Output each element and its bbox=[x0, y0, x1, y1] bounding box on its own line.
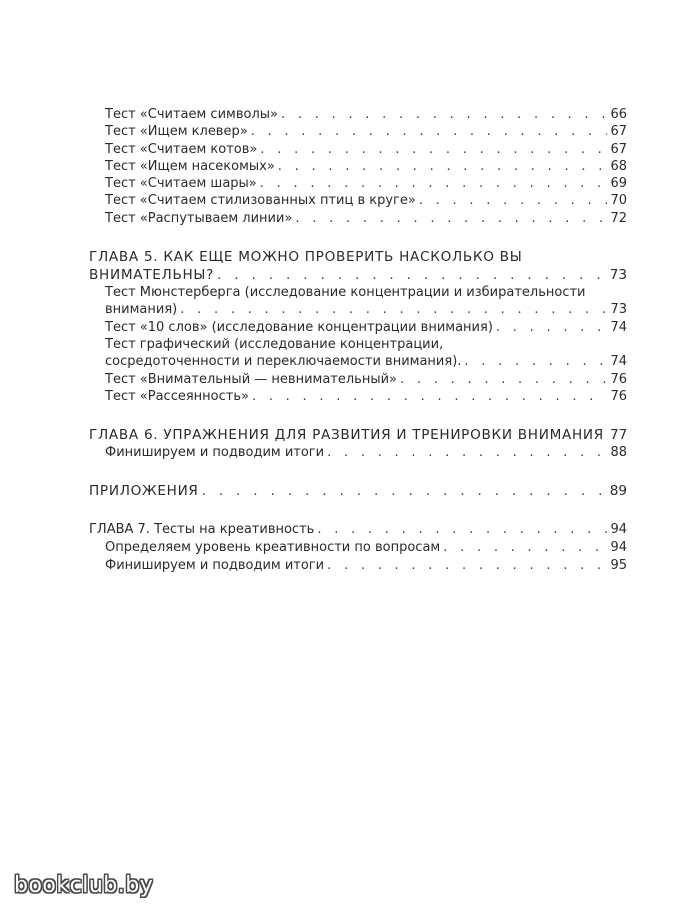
appendix-title: ПРИЛОЖЕНИЯ bbox=[89, 483, 199, 500]
toc-entry-title-line2: внимания) bbox=[105, 302, 178, 318]
chapter-7-title: ГЛАВА 7. Тесты на креативность bbox=[89, 522, 315, 538]
toc-entry-title: Тест «Ищем клевер» bbox=[105, 124, 248, 140]
dot-leader bbox=[464, 353, 607, 370]
toc-entry-title: Тест «Распутываем линии» bbox=[105, 210, 293, 226]
dot-leader bbox=[260, 141, 607, 158]
dot-leader bbox=[217, 266, 607, 284]
toc-entry-title: Тест «Рассеянность» bbox=[105, 388, 249, 404]
toc-entry-title: Тест «Внимательный — невнимательный» bbox=[105, 371, 397, 387]
dot-leader bbox=[317, 521, 607, 539]
toc-page-number: 70 bbox=[610, 193, 627, 209]
toc-entry-title: Тест «Ищем насекомых» bbox=[105, 158, 275, 174]
dot-leader bbox=[400, 371, 607, 388]
toc-entry bbox=[89, 319, 627, 336]
dot-leader bbox=[295, 210, 607, 227]
toc-chapter-entry bbox=[89, 426, 627, 444]
toc-page-number: 67 bbox=[610, 141, 627, 157]
toc-entry-title: Тест «Считаем шары» bbox=[105, 176, 257, 192]
dot-leader bbox=[260, 175, 608, 192]
chapter-5-title-line2: ВНИМАТЕЛЬНЫ? bbox=[89, 267, 215, 284]
toc-page-number: 67 bbox=[610, 124, 627, 140]
section-spacer bbox=[89, 500, 627, 521]
dot-leader bbox=[202, 482, 607, 500]
toc-entry-title: Тест «Считаем символы» bbox=[105, 107, 278, 122]
toc-page-number: 88 bbox=[610, 445, 627, 461]
toc-entry-title: Тест «Считаем стилизованных птиц в круге» bbox=[105, 193, 416, 209]
toc-page-number: 76 bbox=[610, 371, 627, 387]
toc-page-number: 94 bbox=[610, 522, 627, 538]
site-watermark: bookclub.by bbox=[14, 873, 154, 898]
toc-entry bbox=[89, 123, 627, 140]
toc-entry-title: Определяем уровень креативности по вопросам bbox=[105, 540, 441, 556]
toc-chapter-entry bbox=[89, 482, 627, 500]
dot-leader bbox=[278, 158, 608, 175]
dot-leader bbox=[281, 106, 607, 123]
dot-leader bbox=[443, 539, 607, 556]
toc-page-number: 66 bbox=[610, 107, 627, 122]
toc-chapter-entry bbox=[89, 521, 627, 539]
toc-page-number: 73 bbox=[609, 267, 627, 284]
toc-page-number: 77 bbox=[609, 427, 628, 444]
dot-leader bbox=[419, 192, 608, 209]
toc-chapter-entry bbox=[89, 266, 627, 284]
toc-page-number: 69 bbox=[610, 176, 627, 192]
toc-page-number: 74 bbox=[610, 319, 627, 335]
section-spacer bbox=[89, 227, 627, 248]
toc-page-number: 89 bbox=[609, 483, 627, 500]
toc-entry-title-line2: сосредоточенности и переключаемости внимания). bbox=[105, 354, 462, 370]
toc-entry bbox=[89, 353, 627, 370]
toc-entry-title: Тест «Считаем котов» bbox=[105, 141, 258, 157]
toc-entry bbox=[89, 210, 627, 227]
toc-entry-title: Финишируем и подводим итоги bbox=[105, 445, 325, 461]
toc-entry bbox=[89, 106, 627, 123]
dot-leader bbox=[496, 319, 608, 336]
section-spacer bbox=[89, 461, 627, 482]
toc-entry bbox=[89, 388, 627, 405]
toc-entry bbox=[89, 539, 627, 556]
section-spacer bbox=[89, 405, 627, 426]
toc-entry-title-line1: Тест Мюнстерберга (исследование концентрации и избирательности bbox=[105, 285, 586, 301]
toc-entry-title: Финишируем и подводим итоги bbox=[105, 557, 325, 573]
toc-entry bbox=[89, 371, 627, 388]
toc-entry bbox=[89, 192, 627, 209]
toc-page-number: 95 bbox=[610, 557, 627, 573]
toc-page-number: 74 bbox=[610, 354, 627, 370]
dot-leader bbox=[327, 557, 607, 574]
table-of-contents bbox=[89, 106, 627, 574]
toc-entry bbox=[89, 444, 627, 461]
toc-entry bbox=[89, 158, 627, 175]
toc-entry-title-line1: Тест графический (исследование концентрации, bbox=[105, 336, 444, 352]
toc-page-number: 76 bbox=[610, 388, 627, 404]
toc-page-number: 72 bbox=[610, 210, 627, 226]
dot-leader bbox=[252, 388, 608, 405]
chapter-6-title: ГЛАВА 6. УПРАЖНЕНИЯ ДЛЯ РАЗВИТИЯ И ТРЕНИРОВКИ ВНИМАНИЯ bbox=[89, 427, 604, 444]
toc-page-number: 94 bbox=[610, 540, 627, 556]
dot-leader bbox=[327, 444, 607, 461]
toc-entry-title: Тест «10 слов» (исследование концентрации внимания) bbox=[105, 319, 493, 335]
chapter-5-title-line1: ГЛАВА 5. КАК ЕЩЕ МОЖНО ПРОВЕРИТЬ НАСКОЛЬКО ВЫ bbox=[89, 249, 523, 266]
dot-leader bbox=[180, 301, 607, 318]
toc-entry bbox=[89, 141, 627, 158]
toc-entry bbox=[89, 557, 627, 574]
toc-entry bbox=[89, 175, 627, 192]
toc-page-number: 73 bbox=[610, 302, 627, 318]
dot-leader bbox=[251, 123, 608, 140]
toc-page-number: 68 bbox=[610, 158, 627, 174]
toc-entry bbox=[89, 301, 627, 318]
